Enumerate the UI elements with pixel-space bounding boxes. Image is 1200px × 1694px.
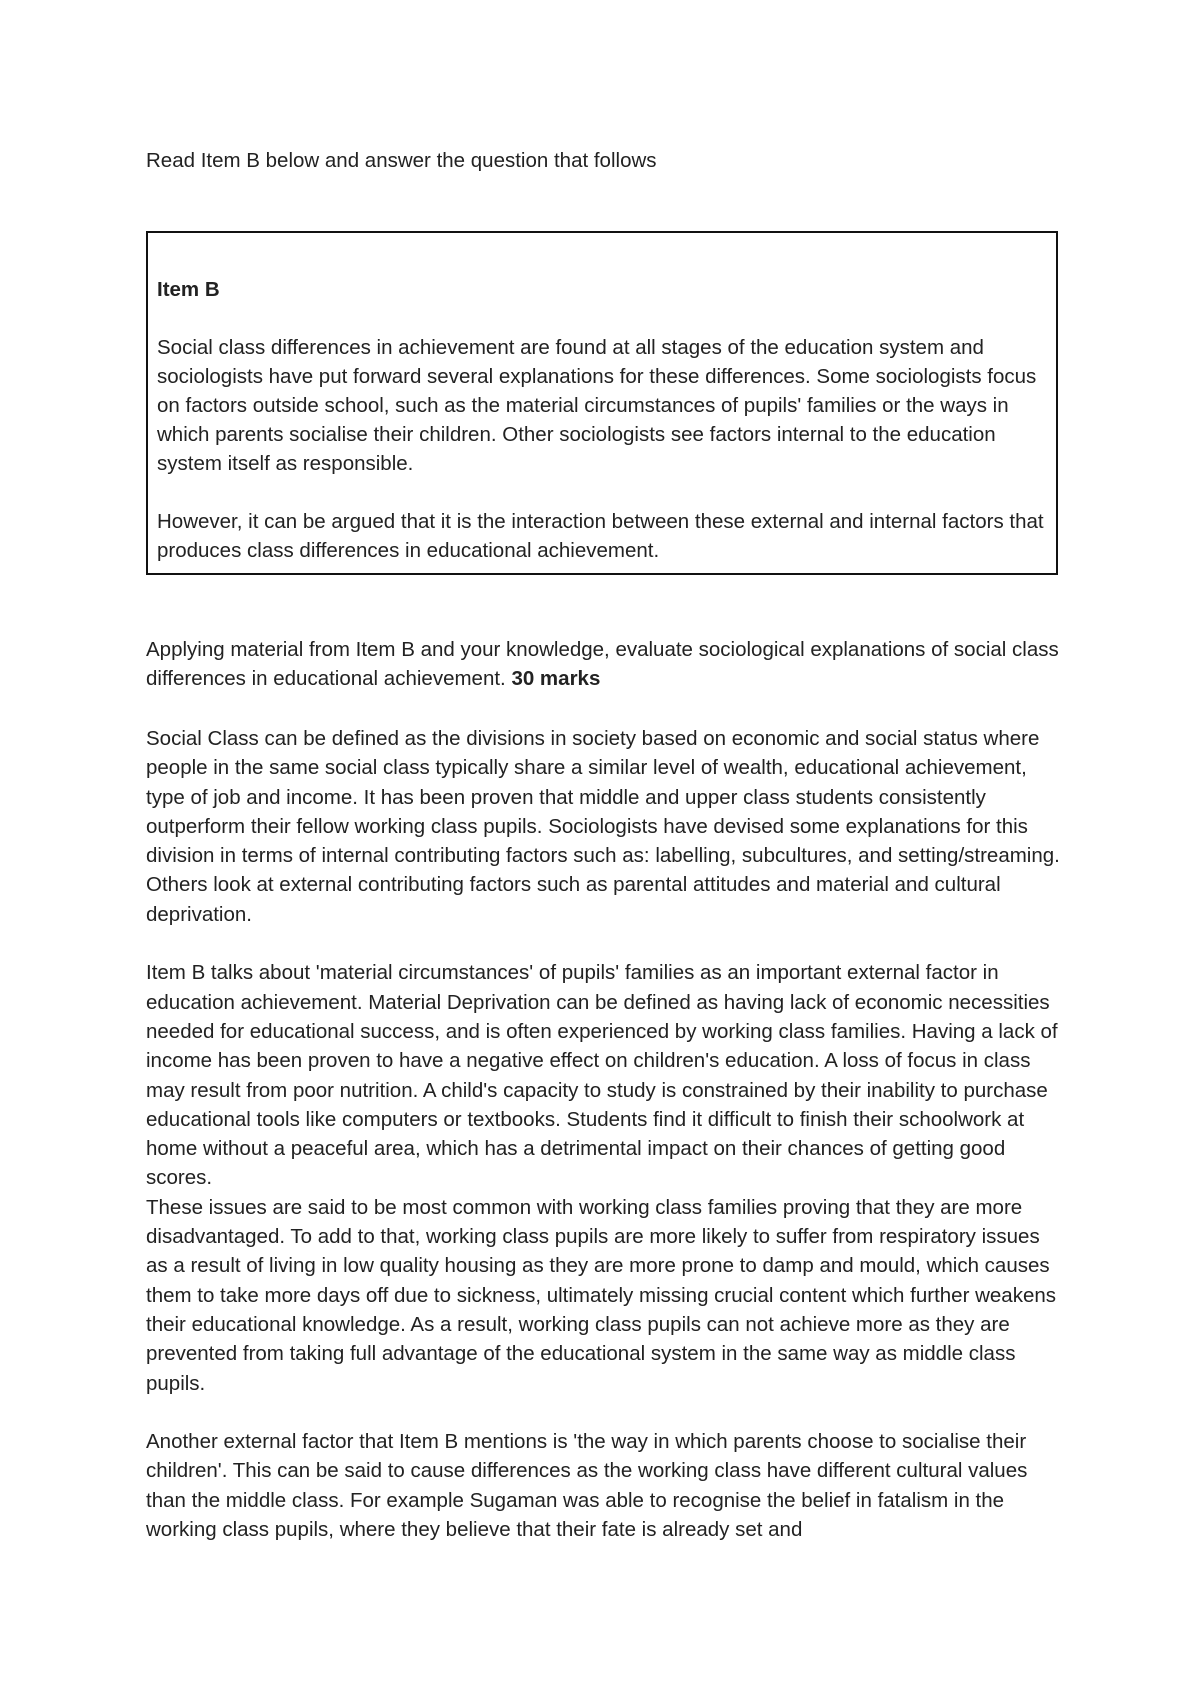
essay-paragraph: Another external factor that Item B mentions is 'the way in which parents choose to socialise their children'. This can be said to cause differences as the working class have different cultural values than the middle class. For example Sugaman was able to recognise the belief in fatalism in the working class pupils, where they believe that their fate is already set and bbox=[146, 1430, 1028, 1542]
question-prompt: Applying material from Item B and your knowledge, evaluate sociological explanations of social class differences in educational achievement. bbox=[146, 638, 1059, 691]
essay-paragraph: Social Class can be defined as the divisions in society based on economic and social status where people in the same social class typically share a similar level of wealth, educational achievement, type of job and income. It has been proven that middle and upper class students consistently outperform their fellow working class pupils. Sociologists have devised some explanations for this division in terms of internal contributing factors such as: labelling, subcultures, and setting/streaming. Others look at external contributing factors such as parental attitudes and material and cultural deprivation. bbox=[146, 727, 1060, 926]
item-b-paragraph: Social class differences in achievement are found at all stages of the education system and sociologists have put forward several explanations for these differences. Some sociologists focus on factors outside school, such as the material circumstances of pupils' families or the ways in which parents socialise their children. Other sociologists see factors internal to the education system itself as responsible. bbox=[157, 336, 1037, 475]
question-marks: 30 marks bbox=[511, 667, 601, 691]
item-b-paragraph: However, it can be argued that it is the interaction between these external and internal factors that produces class differences in educational achievement. bbox=[157, 510, 1044, 562]
essay-paragraph: These issues are said to be most common with working class families proving that they are more disadvantaged. To add to that, working class pupils are more likely to suffer from respiratory issues as a result of living in low quality housing as they are more prone to damp and mould, which causes them to take more days off due to sickness, ultimately missing crucial content which further weakens their educational knowledge. As a result, working class pupils can not achieve more as they are prevented from taking full advantage of the educational system in the same way as middle class pupils. bbox=[146, 1195, 1057, 1395]
item-b-box bbox=[146, 231, 1058, 575]
essay-paragraph: Item B talks about 'material circumstances' of pupils' families as an important external factor in education achievement. Material Deprivation can be defined as having lack of economic necessities needed for educational success, and is often experienced by working class families. Having a lack of income has been proven to have a negative effect on children's education. A loss of focus in class may result from poor nutrition. A child's capacity to study is constrained by their inability to purchase educational tools like computers or textbooks. Students find it difficult to finish their schoolwork at home without a peaceful area, which has a detrimental impact on their chances of getting good scores. bbox=[146, 961, 1058, 1190]
question-text bbox=[146, 635, 1066, 694]
essay-body bbox=[146, 724, 1066, 1574]
instruction-text: Read Item B below and answer the question that follows bbox=[146, 149, 657, 172]
item-b-title: Item B bbox=[157, 278, 220, 301]
